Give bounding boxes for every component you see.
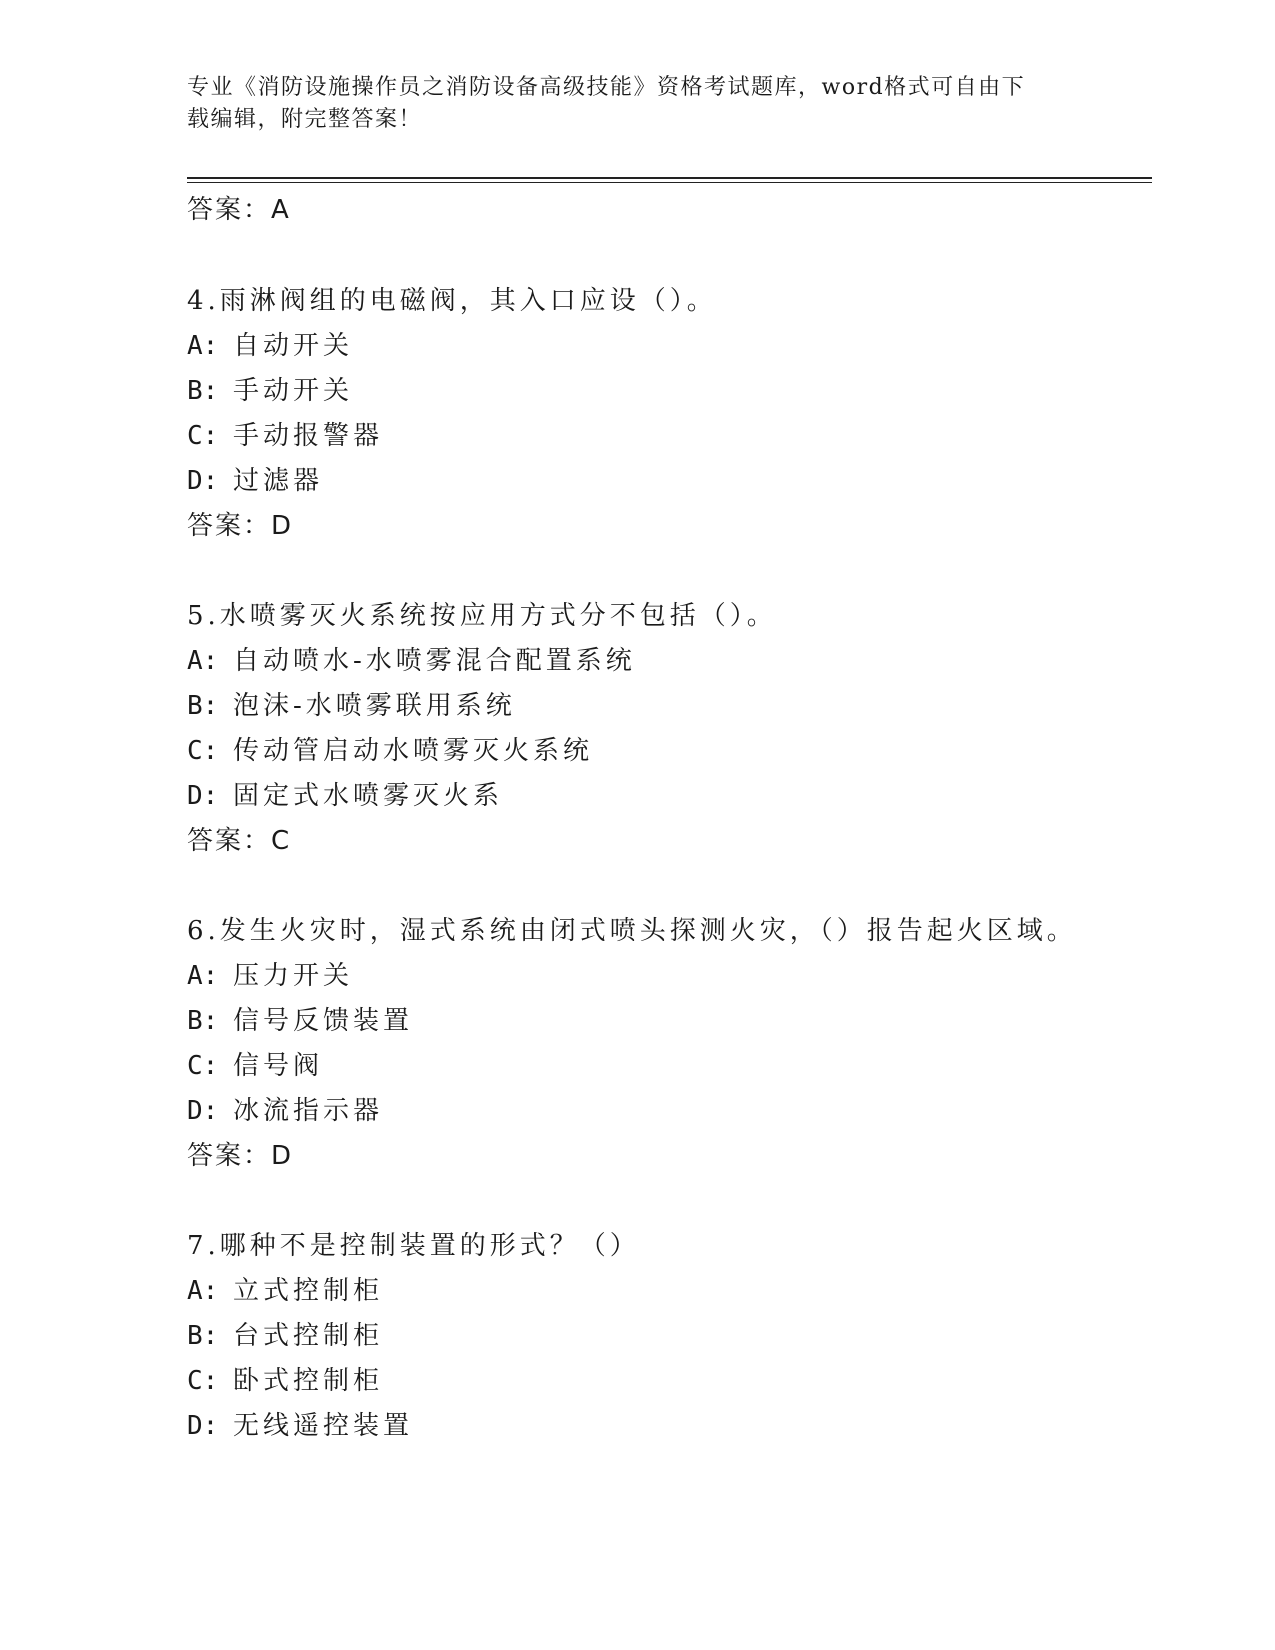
option-letter: D: [187,466,219,496]
option-text: 手动开关 [233,376,354,406]
option-d [187,1410,413,1442]
option-letter: D: [187,781,219,811]
option-b [187,690,516,722]
document-header [187,72,1067,136]
option-text: 台式控制柜 [233,1321,384,1351]
option-text: 信号反馈装置 [233,1006,414,1036]
option-letter: B: [187,691,219,721]
question-stem: 4.雨淋阀组的电磁阀，其入口应设（）。 [187,286,717,316]
option-text: 自动开关 [233,331,354,361]
option-text: 泡沫-水喷雾联用系统 [233,691,516,721]
option-b [187,375,353,407]
option-text: 立式控制柜 [233,1276,384,1306]
header-divider-thick [187,177,1152,179]
option-letter: C: [187,421,219,451]
answer-line: 答案：D [187,511,294,541]
option-d [187,780,503,812]
option-c [187,1050,323,1082]
option-text: 压力开关 [233,961,354,991]
option-text: 卧式控制柜 [233,1366,384,1396]
option-letter: A: [187,961,219,991]
header-divider-thin [187,182,1152,183]
option-c [187,1365,383,1397]
option-letter: D: [187,1096,219,1126]
answer-line: 答案：C [187,826,292,856]
header-line-2: 载编辑，附完整答案！ [187,107,423,132]
option-letter: B: [187,1006,219,1036]
option-letter: D: [187,1411,219,1441]
answer-line: 答案：D [187,1141,294,1171]
option-d [187,1095,383,1127]
option-a [187,960,353,992]
option-text: 信号阀 [233,1051,324,1081]
option-text: 固定式水喷雾灭火系 [233,781,504,811]
option-letter: C: [187,1366,219,1396]
option-letter: A: [187,331,219,361]
option-d [187,465,323,497]
option-a [187,330,353,362]
option-text: 传动管启动水喷雾灭火系统 [233,736,594,766]
option-a [187,645,636,677]
option-letter: A: [187,1276,219,1306]
option-a [187,1275,383,1307]
option-letter: B: [187,376,219,406]
answer-line: 答案：A [187,195,291,225]
option-text: 过滤器 [233,466,324,496]
option-c [187,735,593,767]
header-line-1: 专业《消防设施操作员之消防设备高级技能》资格考试题库，word格式可自由下 [187,75,1026,100]
option-text: 自动喷水-水喷雾混合配置系统 [233,646,636,676]
option-text: 手动报警器 [233,421,384,451]
option-letter: C: [187,1051,219,1081]
option-b [187,1005,413,1037]
option-text: 冰流指示器 [233,1096,384,1126]
option-c [187,420,383,452]
option-letter: A: [187,646,219,676]
option-b [187,1320,383,1352]
question-stem: 7.哪种不是控制装置的形式？（） [187,1231,640,1261]
question-stem: 6.发生火灾时，湿式系统由闭式喷头探测火灾，（）报告起火区域。 [187,916,1077,946]
question-stem: 5.水喷雾灭火系统按应用方式分不包括（）。 [187,601,777,631]
option-text: 无线遥控装置 [233,1411,414,1441]
option-letter: C: [187,736,219,766]
option-letter: B: [187,1321,219,1351]
